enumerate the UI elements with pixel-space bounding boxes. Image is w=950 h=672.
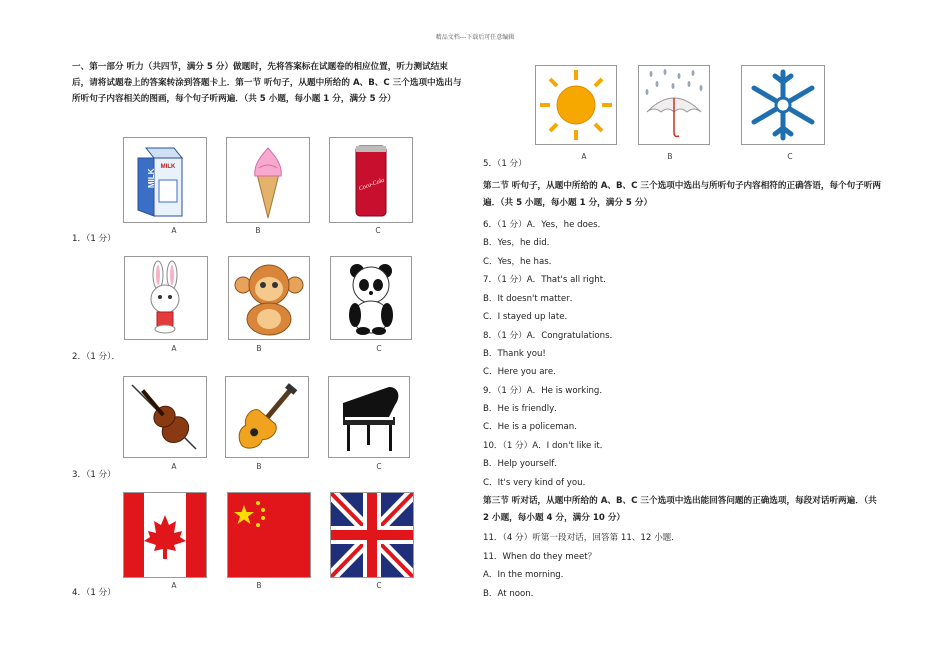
q1-option-a: A bbox=[171, 226, 177, 235]
q9-option-c: C．He is a policeman． bbox=[483, 422, 583, 432]
q3-option-c: C bbox=[376, 462, 382, 471]
q6-option-b: B．Yes，he did． bbox=[483, 238, 556, 248]
part1-intro: 一、第一部分 听力（共四节，满分 5 分）做题时，先将答案标在试题卷的相应位置，听力测试结束后，请将试题卷上的答案转涂到答题卡上．第一节 听句子，从题中所给的 A、B、C 三个选项中选出与所听句子内容相关的图画，每个句子听两遍．（共 5 小题，每小题 1 分，满分 5 分） bbox=[72, 62, 462, 104]
q11-option-b: B．At noon． bbox=[483, 589, 540, 599]
q8-option-c: C．Here you are． bbox=[483, 367, 562, 377]
china-flag-image[interactable] bbox=[227, 492, 311, 578]
q7-option-b: B．It doesn't matter． bbox=[483, 294, 579, 304]
rabbit-image[interactable] bbox=[124, 256, 208, 340]
q2-option-c: C bbox=[376, 344, 382, 353]
milk-label: MILK bbox=[160, 164, 176, 170]
q1-option-b: B bbox=[255, 226, 261, 235]
svg-text:MILK: MILK bbox=[147, 168, 156, 188]
part2-title: 第二节 听句子，从题中所给的 A、B、C 三个选项中选出与所听句子内容相符的正确答语，每个句子听两遍．（共 5 小题，每小题 1 分，满分 5 分） bbox=[483, 181, 882, 208]
q1-number: 1．（1 分） bbox=[72, 234, 116, 244]
q6-option-c: C．Yes，he has． bbox=[483, 257, 558, 267]
monkey-image[interactable] bbox=[228, 256, 310, 340]
sun-image[interactable] bbox=[535, 65, 617, 145]
q11-question: 11．When do they meet？ bbox=[483, 552, 597, 562]
guitar-image[interactable] bbox=[225, 376, 309, 458]
q7-option-a: 7．（1 分）A．That's all right． bbox=[483, 275, 612, 285]
q5-option-b: B bbox=[667, 152, 673, 161]
q10-option-c: C．It's very kind of you． bbox=[483, 478, 592, 488]
q8-option-b: B．Thank you! bbox=[483, 349, 546, 359]
q3-option-b: B bbox=[256, 462, 262, 471]
piano-image[interactable] bbox=[328, 376, 410, 458]
q5-option-a: A bbox=[581, 152, 587, 161]
cola-label: Coca-Cola bbox=[358, 177, 386, 193]
milk-carton-image[interactable] bbox=[123, 137, 207, 223]
q4-number: 4．（1 分） bbox=[72, 588, 116, 598]
ice-cream-image[interactable] bbox=[226, 137, 310, 223]
q5-number: 5．（1 分） bbox=[483, 159, 527, 169]
q2-option-b: B bbox=[256, 344, 262, 353]
q4-option-a: A bbox=[171, 581, 177, 590]
q4-option-c: C bbox=[376, 581, 382, 590]
q9-option-b: B．He is friendly． bbox=[483, 404, 563, 414]
q6-option-a: 6．（1 分）A．Yes，he does． bbox=[483, 220, 607, 230]
part3-title: 第三节 听对话，从题中所给的 A、B、C 三个选项中选出能回答问题的正确选项，每段对话听两遍．（共 2 小题，每小题 4 分，满分 10 分） bbox=[483, 496, 877, 523]
q9-option-a: 9．（1 分）A．He is working． bbox=[483, 386, 608, 396]
q7-option-c: C．I stayed up late． bbox=[483, 312, 574, 322]
q10-option-b: B．Help yourself． bbox=[483, 459, 563, 469]
q2-number: 2．（1 分）． bbox=[72, 352, 121, 362]
cola-can-image[interactable] bbox=[329, 137, 413, 223]
q1-option-c: C bbox=[375, 226, 381, 235]
snowflake-image[interactable] bbox=[741, 65, 825, 145]
q10-option-a: 10．（1 分）A．I don't like it． bbox=[483, 441, 609, 451]
q2-option-a: A bbox=[171, 344, 177, 353]
q3-option-a: A bbox=[171, 462, 177, 471]
rain-umbrella-image[interactable] bbox=[638, 65, 710, 145]
q8-option-a: 8．（1 分）A．Congratulations． bbox=[483, 331, 619, 341]
q11-option-a: A．In the morning． bbox=[483, 570, 570, 580]
page-header: 精品文档---下载后可任意编辑 bbox=[435, 34, 515, 41]
canada-flag-image[interactable] bbox=[123, 492, 207, 578]
q4-option-b: B bbox=[256, 581, 262, 590]
q3-number: 3．（1 分） bbox=[72, 470, 116, 480]
uk-flag-image[interactable] bbox=[330, 492, 414, 578]
panda-image[interactable] bbox=[330, 256, 412, 340]
q5-option-c: C bbox=[787, 152, 793, 161]
violin-image[interactable] bbox=[123, 376, 207, 458]
q11-instruction: 11．（4 分）听第一段对话，回答第 11、12 小题． bbox=[483, 533, 680, 543]
